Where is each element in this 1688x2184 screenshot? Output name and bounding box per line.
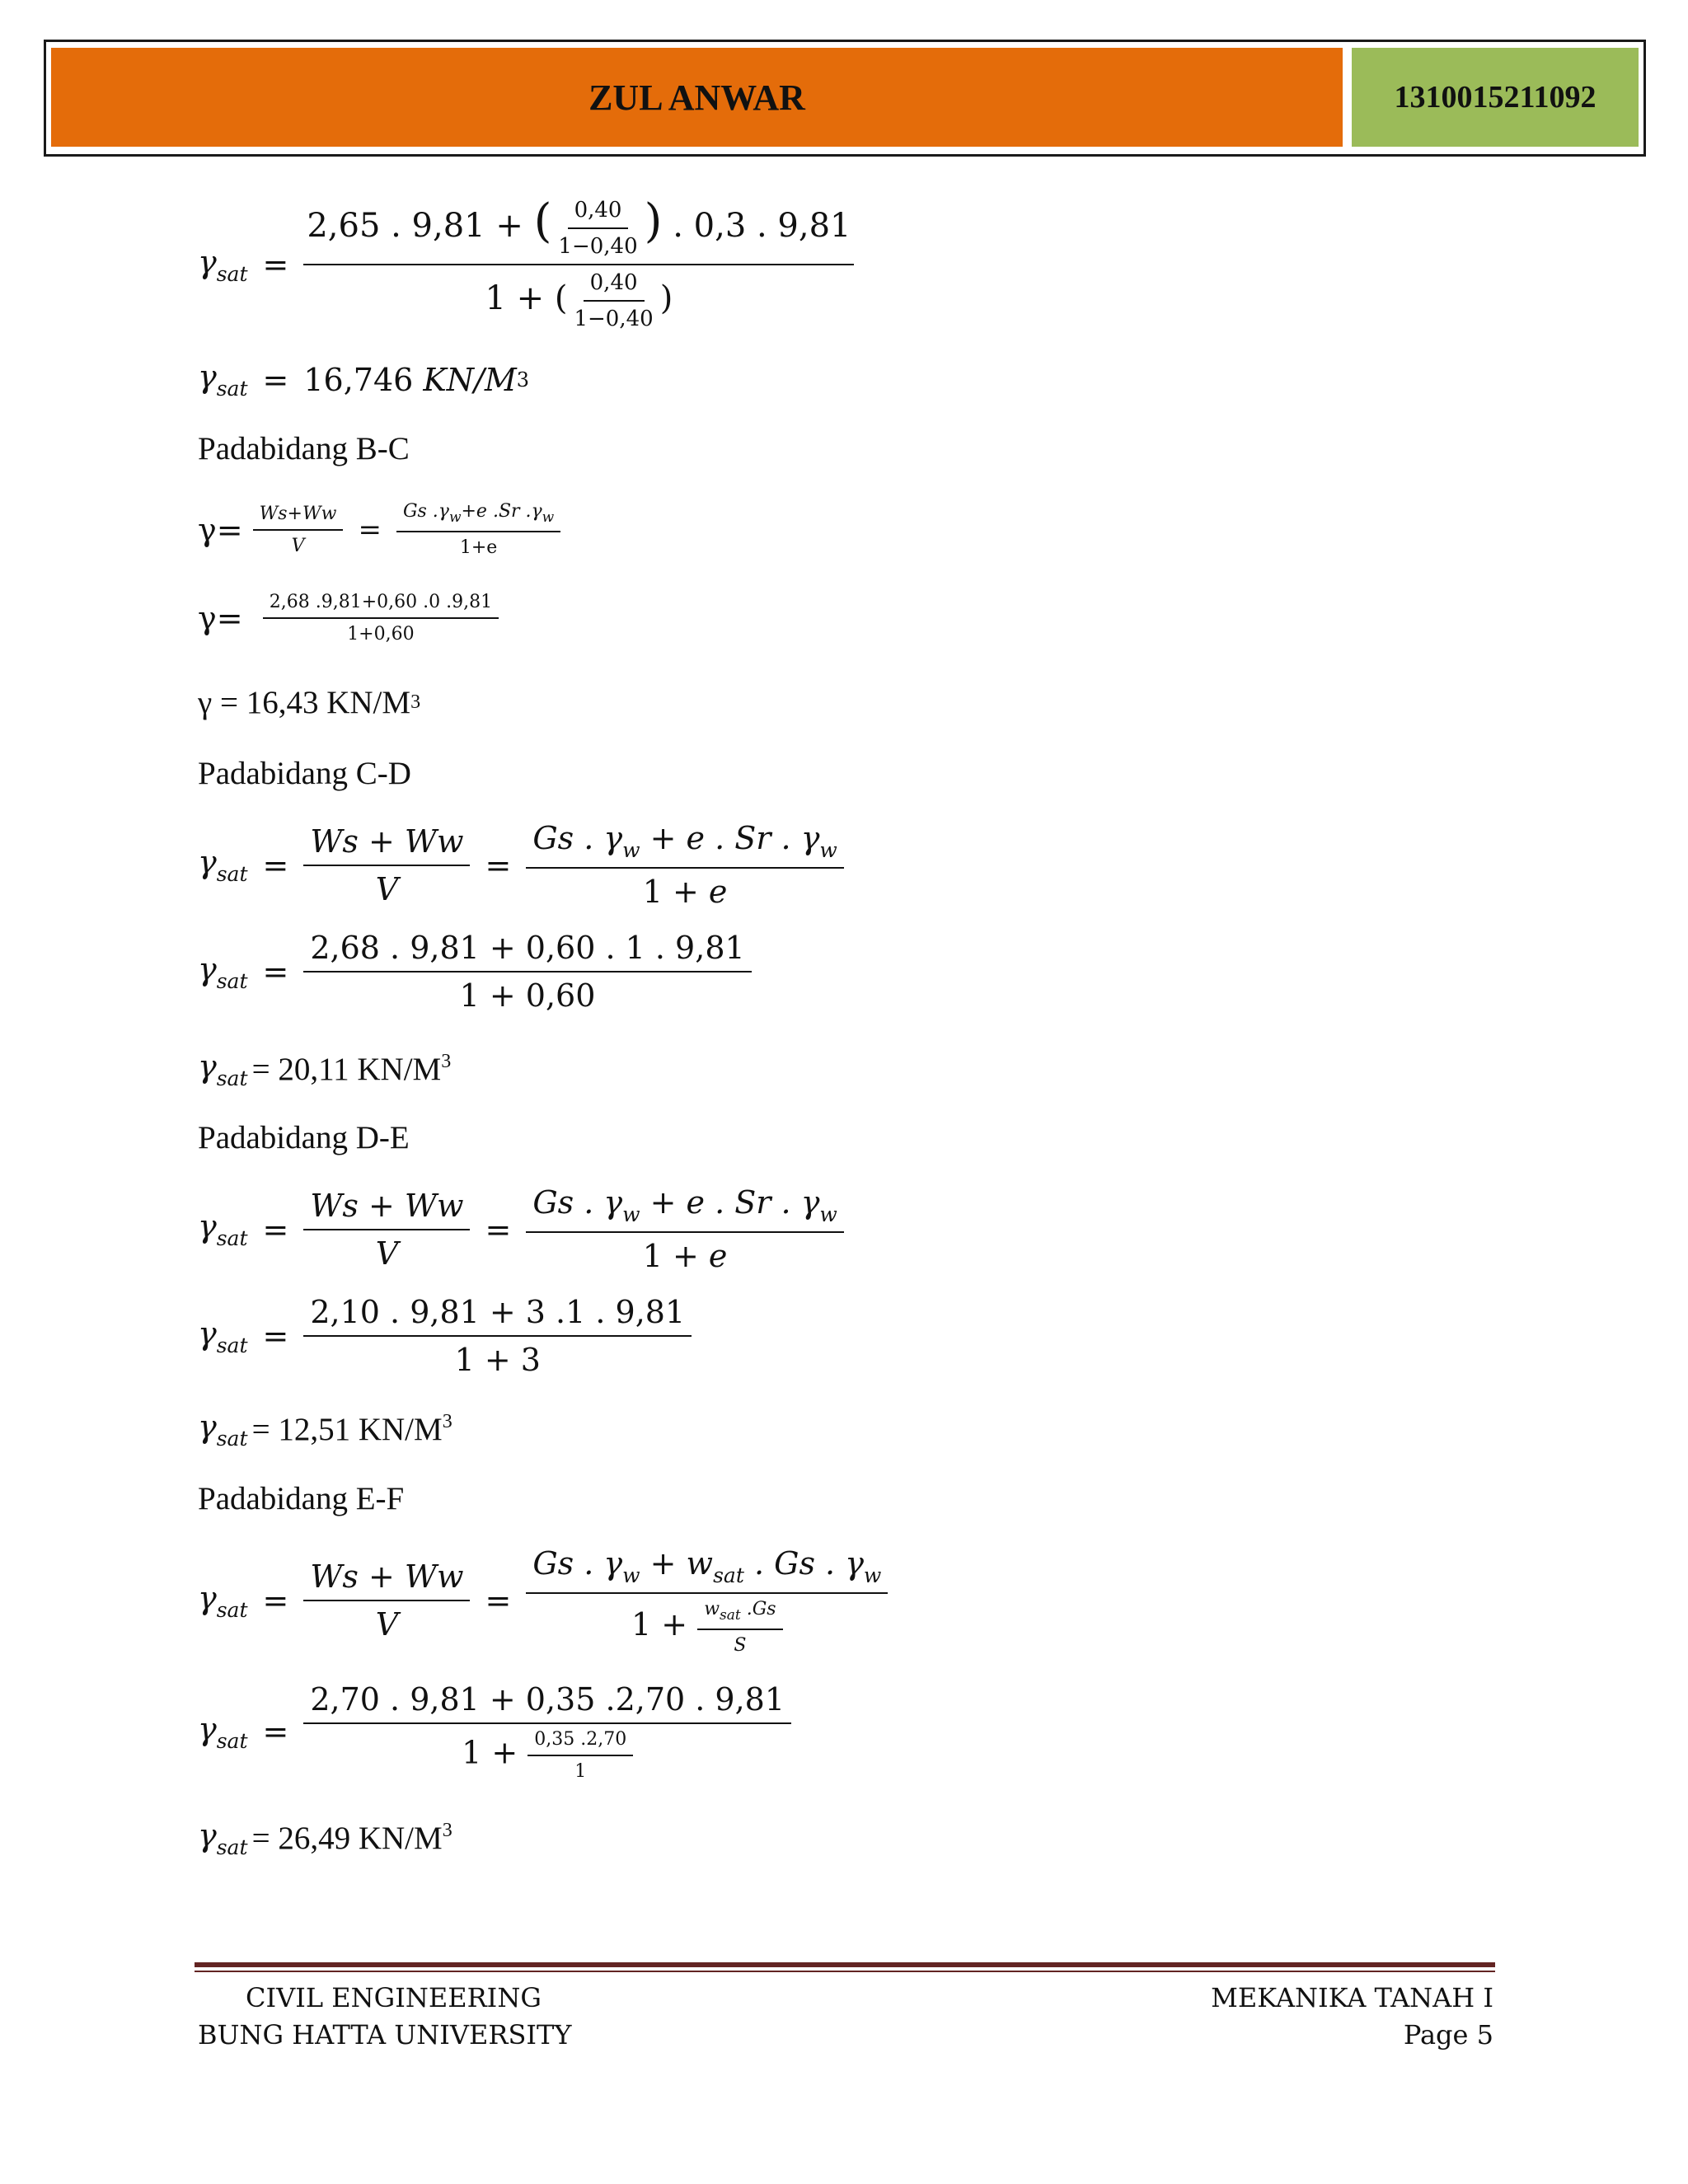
formula-ab: $\gamma_{sat}$ = 2,65 . 9,81 + ( $\frac{0,40}{1-0,40}$ ) . 0,3 . 9,81 1 + ( $\frac{0,40}{1-0,40}$ ) [198, 198, 854, 331]
formula-de-general: $\gamma_{sat}$ = $\frac{Ws + Ww}{V}$ = $\frac{Gs . \gamma_w + e . Sr . \gamma_w}{1 + e}$ [198, 1184, 844, 1274]
result-ab: $\gamma_{sat}$ = 16,746 KN/M 3 [198, 359, 530, 401]
heading-cd: Padabidang C-D [198, 756, 411, 791]
ab-denominator-lead: 1 + ( [485, 279, 568, 317]
ef-numerator: 2,70 . 9,81 + 0,35 .2,70 . 9,81 [303, 1681, 791, 1724]
ef-inner-denominator: 1 [574, 1761, 587, 1782]
student-id: 1310015211092 [1394, 80, 1597, 115]
ab-inner-numerator: 0,40 [568, 198, 629, 229]
result-cd: $\gamma_{sat}$ = 20,11 KN/M $^3$ [198, 1048, 452, 1090]
author-name: ZUL ANWAR [588, 77, 805, 118]
de-numerator: 2,10 . 9,81 + 3 .1 . 9,81 [303, 1294, 692, 1337]
footer-department: CIVIL ENGINEERING [246, 1982, 542, 2013]
bc-numerator: 2,68 .9,81+0,60 .0 .9,81 [263, 592, 499, 619]
result-ef: $\gamma_{sat}$ = 26,49 KN/M $^3$ [198, 1817, 452, 1859]
header-id-cell [1352, 48, 1639, 147]
formula-ef-general: $\gamma_{sat}$ = $\frac{Ws + Ww}{V}$ = Gs . $\gamma_w + w_{sat}$ . Gs . $\gamma_w$ 1 + $\frac{w_{sat} .Gs}{S}$ [198, 1545, 888, 1656]
formula-ef-numeric: $\gamma_{sat}$ = 2,70 . 9,81 + 0,35 .2,70 . 9,81 1 + $\frac{0,35 .2,70}{1}$ [198, 1681, 791, 1782]
formula-bc-numeric: γ= $\frac{2,68 .9,81+0,60 .0 .9,81}{1+0,60}$ [198, 592, 499, 644]
formula-bc-general: γ= $\frac{Ws+Ww}{V}$ = $\frac{Gs .\gamma_w+e .Sr .\gamma_w}{1+e}$ [198, 501, 560, 558]
cd-denominator: 1 + 0,60 [459, 977, 596, 1014]
heading-de: Padabidang D-E [198, 1120, 410, 1155]
ef-inner-numerator: 0,35 .2,70 [528, 1729, 633, 1756]
result-bc: γ = 16,43 KN/M 3 [198, 685, 421, 720]
result-de: $\gamma_{sat}$ = 12,51 KN/M $^3$ [198, 1408, 452, 1451]
ab-numerator-tail: . 0,3 . 9,81 [673, 207, 851, 245]
formula-de-numeric: $\gamma_{sat}$ = $\frac{2,10 . 9,81 + 3 .1 . 9,81}{1 + 3}$ [198, 1294, 692, 1378]
formula-cd-numeric: $\gamma_{sat}$ = $\frac{2,68 . 9,81 + 0,60 . 1 . 9,81}{1 + 0,60}$ [198, 930, 752, 1014]
de-denominator: 1 + 3 [454, 1342, 541, 1378]
heading-ef: Padabidang E-F [198, 1481, 405, 1516]
ab-numerator-lead: 2,65 . 9,81 + [307, 207, 523, 245]
heading-bc: Padabidang B-C [198, 431, 410, 466]
cd-numerator: 2,68 . 9,81 + 0,60 . 1 . 9,81 [303, 930, 751, 972]
result-cd-value: = 20,11 KN/M [251, 1052, 442, 1087]
footer-rule-thick [195, 1962, 1495, 1967]
footer-university: BUNG HATTA UNIVERSITY [198, 2019, 572, 2050]
footer-rule-thin [195, 1971, 1495, 1972]
footer-page-number: Page 5 [1403, 2019, 1493, 2050]
header-name-cell [51, 48, 1343, 147]
result-bc-value: γ = 16,43 KN/M [198, 685, 411, 720]
result-ef-value: = 26,49 KN/M [251, 1821, 443, 1856]
result-de-value: = 12,51 KN/M [251, 1412, 443, 1447]
bc-denominator: 1+0,60 [347, 624, 415, 644]
ab-inner-denominator: 1−0,40 [558, 234, 638, 259]
footer-course: MEKANIKA TANAH I [1211, 1982, 1493, 2013]
result-ab-value: 16,746 [303, 361, 414, 398]
ef-denominator-lead: 1 + [462, 1734, 518, 1771]
formula-cd-general: $\gamma_{sat}$ = $\frac{Ws + Ww}{V}$ = $\frac{Gs . \gamma_w + e . Sr . \gamma_w}{1 + e}$ [198, 820, 844, 910]
